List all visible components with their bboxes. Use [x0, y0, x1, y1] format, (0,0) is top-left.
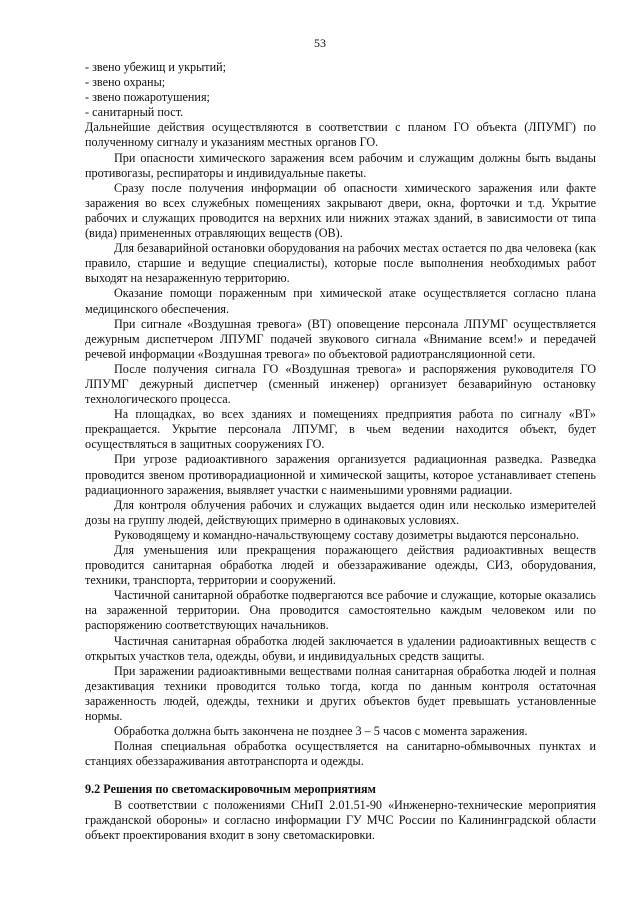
paragraph: После получения сигнала ГО «Воздушная тревога» и распоряжения руководителя ГО ЛПУМГ дежурный диспетчер (сменный инженер) организует безаварийную остановку технологического процесса. — [85, 361, 596, 407]
page-number: 53 — [314, 36, 326, 50]
list-item: - звено охраны; — [85, 75, 166, 90]
paragraph: Руководящему и командно-начальствующему составу дозиметры выдаются персонально. — [114, 527, 579, 542]
paragraph: Частичная санитарная обработка людей заключается в удалении радиоактивных веществ с открытых участков тела, одежды, обуви, и индивидуальных средств защиты. — [85, 633, 596, 663]
paragraph: На площадках, во всех зданиях и помещениях предприятия работа по сигналу «ВТ» прекращается. Укрытие персонала ЛПУМГ, в чьем ведении находится объект, будет осуществляться в защитных сооружениях ГО. — [85, 407, 596, 452]
paragraph: При заражении радиоактивными веществами полная санитарная обработка людей и полная дезактивация техники проводится только тогда, когда по данным контроля остаточная зараженность людей, одежды, техники и других объектов будет превышать установленные нормы. — [85, 663, 596, 724]
paragraph: Для безаварийной остановки оборудования на рабочих местах остается по два человека (как правило, старшие и ведущие специалисты), которые после выполнения необходимых работ выходят на незараженную территорию. — [85, 241, 596, 286]
paragraph: Для контроля облучения рабочих и служащих выдается один или несколько измерителей дозы на группу людей, действующих примерно в одинаковых условиях. — [85, 497, 596, 527]
paragraph: Частичной санитарной обработке подвергаются все рабочие и служащие, которые оказались на зараженной территории. Она проводится самостоятельно каждым человеком или по распоряжению соответствующих начальников. — [85, 588, 596, 633]
list-item: - санитарный пост. — [85, 105, 184, 120]
paragraph: При угрозе радиоактивного заражения организуется радиационная разведка. Разведка проводится звеном противорадиационной и химической защиты, которое устанавливает степень радиационного заражения, выявляет участки с наименьшими уровнями радиации. — [85, 452, 596, 497]
paragraph: Дальнейшие действия осуществляются в соответствии с планом ГО объекта (ЛПУМГ) по полученному сигналу и указаниям местных органов ГО. — [85, 120, 596, 150]
paragraph: Сразу после получения информации об опасности химического заражения или факте заражения во всех служебных помещениях закрывают двери, окна, форточки и т.д. Укрытие рабочих и служащих проводится на верхних или нижних этажах зданий, в зависимости от типа (вида) примененных отравляющих веществ (ОВ). — [85, 180, 596, 241]
section-heading: 9.2 Решения по светомаскировочным мероприятиям — [85, 782, 376, 797]
paragraph: При опасности химического заражения всем рабочим и служащим должны быть выданы противогазы, респираторы и индивидуальные пакеты. — [85, 150, 596, 180]
section-paragraph: В соответствии с положениями СНиП 2.01.51-90 «Инженерно-технические мероприятия гражданской обороны» и согласно информации ГУ МЧС России по Калининградской области объект проектирования входит в зону светомаскировки. — [85, 797, 596, 842]
paragraph: Для уменьшения или прекращения поражающего действия радиоактивных веществ проводится санитарная обработка людей и обеззараживание одежды, СИЗ, оборудования, техники, транспорта, территории и сооружений. — [85, 543, 596, 588]
paragraph: При сигнале «Воздушная тревога» (ВТ) оповещение персонала ЛПУМГ осуществляется дежурным диспетчером ЛПУМГ подачей звукового сигнала «Внимание всем!» и передачей речевой информации «Воздушная тревога» по объектовой радиотрансляционной сети. — [85, 316, 596, 361]
paragraph: Оказание помощи пораженным при химической атаке осуществляется согласно плана медицинского обеспечения. — [85, 286, 596, 316]
list-item: - звено убежищ и укрытий; — [85, 60, 227, 74]
paragraph: Обработка должна быть закончена не позднее 3 – 5 часов с момента заражения. — [114, 724, 528, 739]
list-item: - звено пожаротушения; — [85, 90, 210, 105]
paragraph: Полная специальная обработка осуществляется на санитарно-обмывочных пунктах и станциях обеззараживания автотранспорта и одежды. — [85, 739, 596, 769]
document-body — [85, 60, 596, 843]
